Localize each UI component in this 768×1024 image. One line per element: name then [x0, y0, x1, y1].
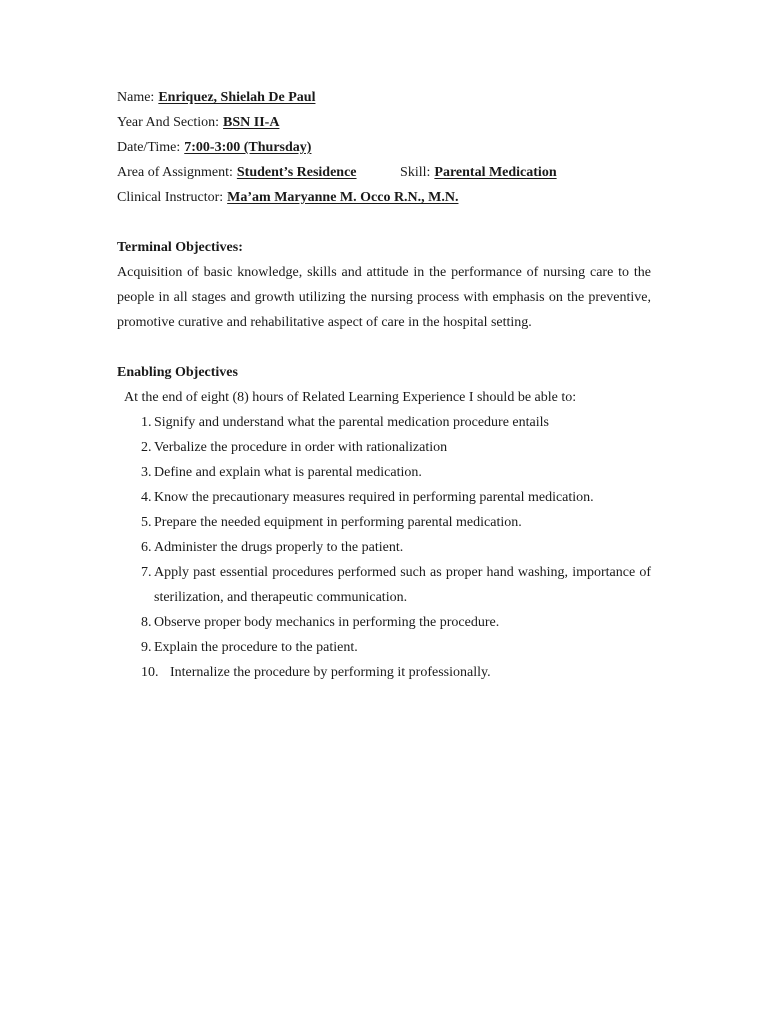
objective-item: [117, 435, 651, 460]
assignment-row: [117, 160, 651, 185]
skill-label: Skill:: [400, 165, 431, 180]
instructor-label: Clinical Instructor:: [117, 190, 224, 205]
objective-text: Internalize the procedure by performing it professionally.: [170, 665, 491, 680]
instructor-row: [117, 185, 651, 210]
objective-number: 4.: [141, 490, 152, 505]
objective-number: 5.: [141, 515, 152, 530]
objective-number: 1.: [141, 415, 152, 430]
enabling-objectives-intro: At the end of eight (8) hours of Related Learning Experience I should be able to:: [124, 390, 577, 405]
objective-number: 2.: [141, 440, 152, 455]
objective-text: Know the precautionary measures required in performing parental medication.: [154, 490, 594, 505]
area-label: Area of Assignment:: [117, 165, 233, 180]
name-row: [117, 85, 651, 110]
objective-item: [117, 535, 651, 560]
objective-item: [117, 485, 651, 510]
objective-number: 3.: [141, 465, 152, 480]
objective-item: [117, 510, 651, 535]
objective-number: 10.: [141, 665, 159, 680]
objective-text: Administer the drugs properly to the patient.: [154, 540, 404, 555]
date-time-value: 7:00-3:00 (Thursday): [184, 140, 312, 155]
objective-text: Define and explain what is parental medication.: [154, 465, 422, 480]
objective-item: [117, 610, 651, 635]
objective-number: 7.: [141, 565, 152, 580]
objective-item: [117, 635, 651, 660]
date-time-row: [117, 135, 651, 160]
skill-value: Parental Medication: [434, 165, 557, 180]
enabling-objectives-heading: Enabling Objectives: [117, 365, 238, 380]
date-time-label: Date/Time:: [117, 140, 181, 155]
objective-item: [117, 410, 651, 435]
objective-text: Signify and understand what the parental medication procedure entails: [154, 415, 549, 430]
objective-text: Verbalize the procedure in order with rationalization: [154, 440, 448, 455]
name-label: Name:: [117, 90, 155, 105]
enabling-objectives-list: [117, 410, 651, 685]
objective-text: Apply past essential procedures performed such as proper hand washing, importance of sterilization, and therapeutic communication.: [154, 565, 651, 605]
objective-text: Explain the procedure to the patient.: [154, 640, 358, 655]
year-section-row: [117, 110, 651, 135]
terminal-objectives-heading: Terminal Objectives:: [117, 240, 243, 255]
year-section-value: BSN II-A: [223, 115, 280, 130]
objective-text: Prepare the needed equipment in performing parental medication.: [154, 515, 522, 530]
instructor-value: Ma’am Maryanne M. Occo R.N., M.N.: [227, 190, 459, 205]
objective-item: [117, 560, 651, 610]
objective-number: 9.: [141, 640, 152, 655]
name-value: Enriquez, Shielah De Paul: [158, 90, 316, 105]
objective-item: [117, 660, 651, 685]
area-value: Student’s Residence: [236, 165, 357, 180]
year-section-label: Year And Section:: [117, 115, 220, 130]
document-content: [117, 85, 651, 685]
objective-number: 6.: [141, 540, 152, 555]
objective-number: 8.: [141, 615, 152, 630]
objective-text: Observe proper body mechanics in performing the procedure.: [154, 615, 500, 630]
terminal-objectives-text: Acquisition of basic knowledge, skills and attitude in the performance of nursing care to the people in all stages and growth utilizing the nursing process with emphasis on the preventive, promotive curative and rehabilitative aspect of care in the hospital setting.: [117, 265, 651, 330]
objective-item: [117, 460, 651, 485]
skill-group: [400, 160, 557, 185]
